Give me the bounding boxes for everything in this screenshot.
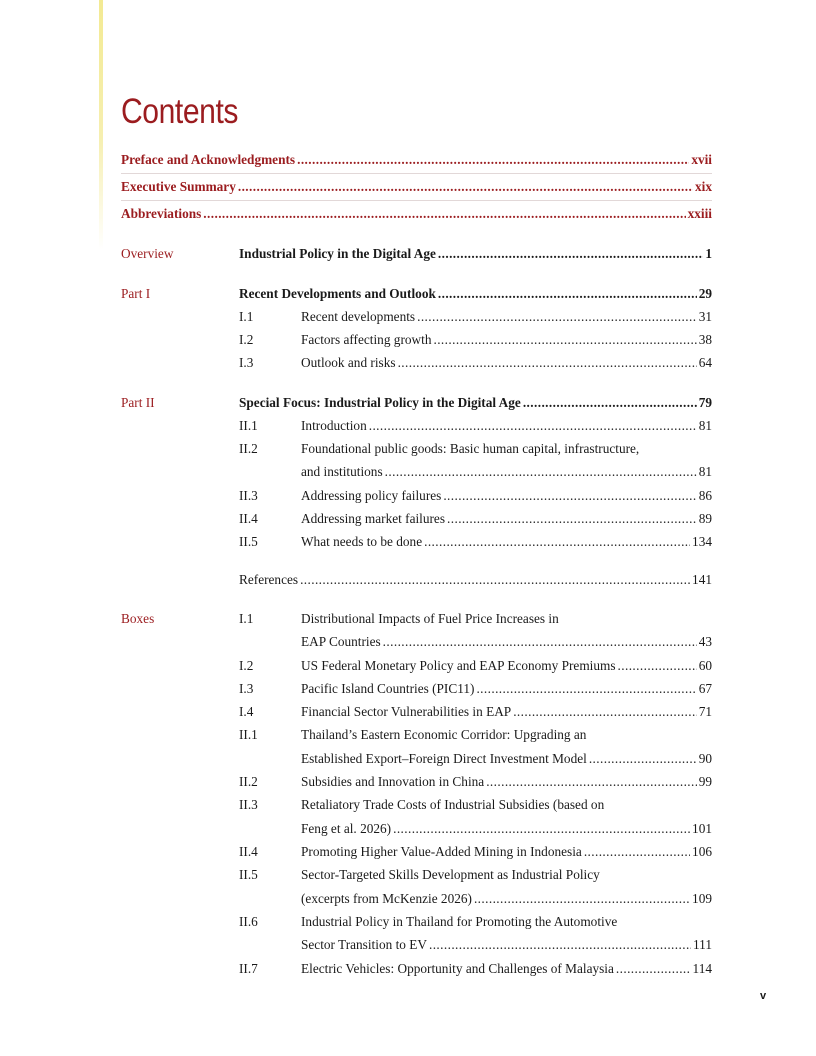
item-number: II.5 [239,867,258,882]
leader-dots [616,959,691,979]
toc-entry-title-continued: Sector Transition to EV [301,937,427,952]
toc-entry-title: Preface and Acknowledgments [121,152,296,167]
item-number: I.2 [239,658,254,673]
leader-dots [513,702,697,722]
toc-entry-title: Thailand’s Eastern Economic Corridor: Upgrading an [301,727,587,742]
leader-dots [424,532,690,552]
toc-entry[interactable] [0,795,816,815]
toc-entry-executive-summary[interactable] [0,177,816,197]
leader-dots [203,204,685,224]
leader-dots [486,772,697,792]
item-number: II.4 [239,511,258,526]
toc-entry-title: Distributional Impacts of Fuel Price Increases in [301,611,559,626]
section-label: Overview [121,246,174,261]
item-number: II.7 [239,961,258,976]
item-number: II.6 [239,914,258,929]
toc-page-number: xxiii [687,206,712,221]
toc-entry-title: Special Focus: Industrial Policy in the Digital Age [239,395,521,410]
toc-page-number: xvii [691,152,712,167]
toc-page-number: xix [695,179,712,194]
leader-dots [238,177,693,197]
item-number: I.3 [239,681,254,696]
item-number: II.2 [239,774,258,789]
toc-entry-preface[interactable] [0,150,816,170]
item-number: II.3 [239,488,258,503]
toc-entry[interactable] [0,702,816,722]
leader-dots [385,462,697,482]
toc-entry-title: Factors affecting growth [301,332,432,347]
item-number: I.2 [239,332,254,347]
leader-dots [438,244,703,264]
divider [121,173,712,174]
leader-dots [438,284,697,304]
toc-entry-title: Executive Summary [121,179,236,194]
toc-entry-title: Industrial Policy in Thailand for Promoting the Automotive [301,914,618,929]
leader-dots [476,679,696,699]
toc-entry-title: Abbreviations [121,206,202,221]
toc-page-number: 81 [698,464,712,479]
leader-dots [584,842,690,862]
toc-entry[interactable] [0,772,816,792]
leader-dots [393,819,690,839]
toc-entry[interactable] [0,439,816,459]
toc-page-number: 29 [698,286,712,301]
leader-dots [618,656,697,676]
toc-entry-title: Retaliatory Trade Costs of Industrial Subsidies (based on [301,797,605,812]
leader-dots [589,749,697,769]
item-number: II.3 [239,797,258,812]
item-number: II.4 [239,844,258,859]
toc-entry-title-continued: (excerpts from McKenzie 2026) [301,891,472,906]
toc-entry[interactable] [0,959,816,979]
item-number: I.1 [239,309,254,324]
toc-entry[interactable] [0,509,816,529]
toc-entry-title: US Federal Monetary Policy and EAP Economy Premiums [301,658,616,673]
toc-entry[interactable] [0,842,816,862]
toc-page-number: 114 [692,961,712,976]
item-number: II.5 [239,534,258,549]
toc-entry-continued[interactable] [0,462,816,482]
toc-entry-title: Subsidies and Innovation in China [301,774,485,789]
toc-page-number: 79 [698,395,712,410]
toc-entry[interactable] [0,679,816,699]
toc-entry[interactable] [0,865,816,885]
leader-dots [369,416,697,436]
toc-entry-title: Industrial Policy in the Digital Age [239,246,436,261]
toc-page-number: 38 [698,332,712,347]
toc-page-number: 101 [692,821,712,836]
leader-dots [383,632,697,652]
toc-page-number: 1 [705,246,712,261]
leader-dots [417,307,697,327]
leader-dots [443,486,696,506]
toc-entry-references[interactable] [0,570,816,590]
toc-entry-title: Addressing market failures [301,511,446,526]
toc-entry-title: What needs to be done [301,534,423,549]
toc-entry-title-continued: Established Export–Foreign Direct Investment Model [301,751,587,766]
toc-entry-continued[interactable] [0,889,816,909]
page-title: Contents [121,92,239,131]
toc-entry-title: Sector-Targeted Skills Development as Industrial Policy [301,867,600,882]
toc-entry-title: Electric Vehicles: Opportunity and Challenges of Malaysia [301,961,614,976]
leader-dots [429,935,691,955]
toc-entry-part-2[interactable] [0,393,816,413]
toc-entry-continued[interactable] [0,819,816,839]
toc-entry-title: Foundational public goods: Basic human capital, infrastructure, [301,441,640,456]
toc-entry[interactable] [0,725,816,745]
toc-entry-title: Pacific Island Countries (PIC11) [301,681,475,696]
divider [121,200,712,201]
item-number: I.3 [239,355,254,370]
toc-entry-title: Outlook and risks [301,355,396,370]
toc-page-number: 31 [698,309,712,324]
toc-entry-continued[interactable] [0,632,816,652]
toc-entry-title: Recent developments [301,309,416,324]
toc-entry-title: References [239,572,299,587]
toc-entry[interactable] [0,416,816,436]
toc-page-number: 111 [693,937,712,952]
toc-page-number: 141 [692,572,712,587]
toc-entry[interactable] [0,609,816,629]
toc-entry[interactable] [0,486,816,506]
toc-entry[interactable] [0,912,816,932]
toc-page-number: 71 [698,704,712,719]
toc-entry[interactable] [0,353,816,373]
toc-page-number: 109 [692,891,712,906]
toc-entry-title: Recent Developments and Outlook [239,286,436,301]
toc-entry-title-continued: EAP Countries [301,634,381,649]
toc-entry[interactable] [0,307,816,327]
item-number: II.1 [239,418,258,433]
toc-entry-title: Financial Sector Vulnerabilities in EAP [301,704,512,719]
toc-page-number: 81 [698,418,712,433]
toc-entry-title-continued: and institutions [301,464,383,479]
toc-page-number: 90 [698,751,712,766]
toc-page-number: 43 [698,634,712,649]
toc-entry-title-continued: Feng et al. 2026) [301,821,392,836]
leader-dots [447,509,697,529]
leader-dots [297,150,689,170]
toc-page-number: 99 [698,774,712,789]
leader-dots [474,889,690,909]
section-label: Part I [121,286,151,301]
toc-entry-title: Introduction [301,418,367,433]
toc-entry-continued[interactable] [0,749,816,769]
toc-entry-continued[interactable] [0,935,816,955]
leader-dots [300,570,690,590]
toc-page-number: 106 [692,844,712,859]
toc-entry-part-1[interactable] [0,284,816,304]
page-folio: v [760,990,767,1002]
section-label: Part II [121,395,155,410]
toc-entry[interactable] [0,330,816,350]
toc-entry[interactable] [0,532,816,552]
toc-page-number: 64 [698,355,712,370]
toc-entry-abbreviations[interactable] [0,204,816,224]
toc-page-number: 67 [698,681,712,696]
item-number: I.1 [239,611,254,626]
section-label: Boxes [121,611,155,626]
toc-entry[interactable] [0,656,816,676]
item-number: II.1 [239,727,258,742]
toc-page-number: 86 [698,488,712,503]
toc-entry-title: Promoting Higher Value-Added Mining in Indonesia [301,844,582,859]
toc-entry-overview[interactable] [0,244,816,264]
toc-page-number: 134 [692,534,712,549]
item-number: I.4 [239,704,254,719]
leader-dots [398,353,697,373]
item-number: II.2 [239,441,258,456]
toc-page-number: 60 [698,658,712,673]
toc-page-number: 89 [698,511,712,526]
leader-dots [523,393,697,413]
toc-entry-title: Addressing policy failures [301,488,442,503]
leader-dots [433,330,696,350]
